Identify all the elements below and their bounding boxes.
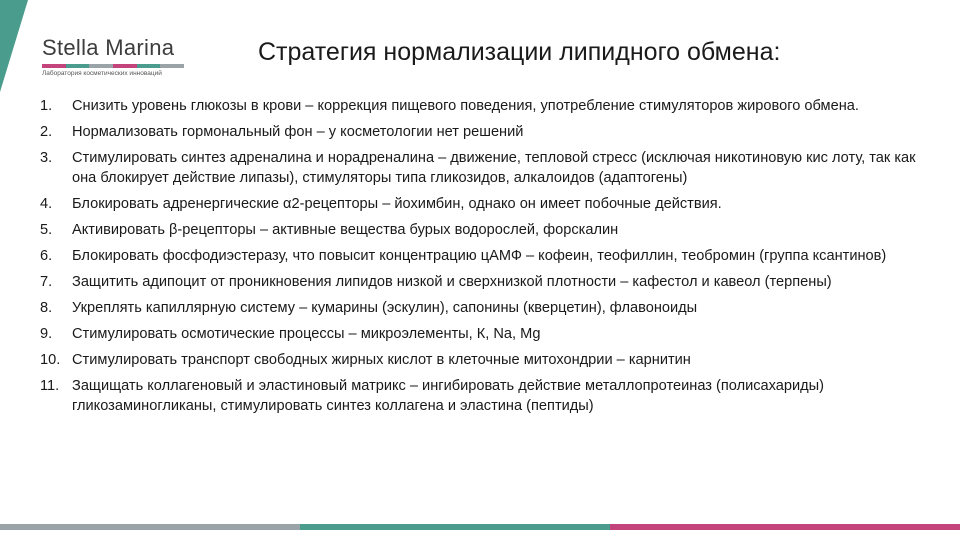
logo-bar-segment — [113, 64, 137, 68]
item-text: Стимулировать транспорт свободных жирных кислот в клеточные митохондрии – карнитин — [72, 352, 691, 368]
list-item — [40, 298, 920, 318]
item-text: Стимулировать осмотические процессы – микроэлементы, К, Na, Mg — [72, 326, 541, 342]
list-item — [40, 194, 920, 214]
list-item — [40, 376, 920, 416]
logo-bar-segment — [89, 64, 113, 68]
logo-bar-segment — [160, 64, 184, 68]
item-number: 6. — [40, 248, 53, 264]
item-text: Защищать коллагеновый и эластиновый матрикс – ингибировать действие металлопротеиназ (полисахариды) гликозаминогликаны, стимулировать синтез коллагена и эластина (пептиды) — [72, 378, 825, 414]
logo-name: Stella Marina — [42, 35, 175, 60]
list-item — [40, 350, 920, 370]
logo-accent-bar — [42, 64, 184, 68]
item-text: Нормализовать гормональный фон – у косметологии нет решений — [72, 124, 524, 140]
logo-bar-segment — [42, 64, 66, 68]
item-text: Блокировать адренергические α2-рецепторы – йохимбин, однако он имеет побочные действия. — [72, 196, 722, 212]
item-number: 3. — [40, 150, 53, 166]
bottom-bar-segment-teal — [300, 524, 610, 530]
logo-bar-segment — [66, 64, 90, 68]
item-number: 1. — [40, 98, 53, 114]
item-number: 7. — [40, 274, 53, 290]
logo — [42, 36, 192, 77]
strategy-list — [40, 96, 920, 422]
item-text: Стимулировать синтез адреналина и норадреналина – движение, тепловой стресс (исключая никотиновую кис лоту, так как она блокирует действие липазы), стимуляторы типа гликозидов, алкалоидов (адаптогены) — [72, 150, 916, 186]
item-number: 9. — [40, 326, 53, 342]
list-item — [40, 122, 920, 142]
item-number: 5. — [40, 222, 53, 238]
item-number: 11. — [40, 378, 60, 394]
bottom-bar-segment-pink — [610, 524, 960, 530]
corner-triangle-teal — [0, 0, 28, 92]
item-text: Защитить адипоцит от проникновения липидов низкой и сверхнизкой плотности – кафестол и кавеол (терпены) — [72, 274, 832, 290]
item-text: Активировать β-рецепторы – активные вещества бурых водорослей, форскалин — [72, 222, 619, 238]
list-item — [40, 246, 920, 266]
logo-tagline: Лаборатория косметических инноваций — [42, 70, 162, 77]
item-text: Блокировать фосфодиэстеразу, что повысит концентрацию цАМФ – кофеин, теофиллин, теобромин (группа ксантинов) — [72, 248, 887, 264]
slide-title: Стратегия нормализации липидного обмена: — [258, 38, 781, 66]
bottom-accent-bar — [0, 524, 960, 530]
bottom-bar-segment-gray — [0, 524, 300, 530]
item-number: 8. — [40, 300, 53, 316]
item-number: 2. — [40, 124, 53, 140]
list-item — [40, 324, 920, 344]
item-text: Снизить уровень глюкозы в крови – коррекция пищевого поведения, употребление стимуляторов жирового обмена. — [72, 98, 859, 114]
list-item — [40, 148, 920, 188]
item-number: 10. — [40, 352, 61, 368]
item-number: 4. — [40, 196, 53, 212]
item-text: Укреплять капиллярную систему – кумарины (эскулин), сапонины (кверцетин), флавоноиды — [72, 300, 698, 316]
list-item — [40, 96, 920, 116]
list-item — [40, 272, 920, 292]
list-item — [40, 220, 920, 240]
logo-bar-segment — [137, 64, 161, 68]
